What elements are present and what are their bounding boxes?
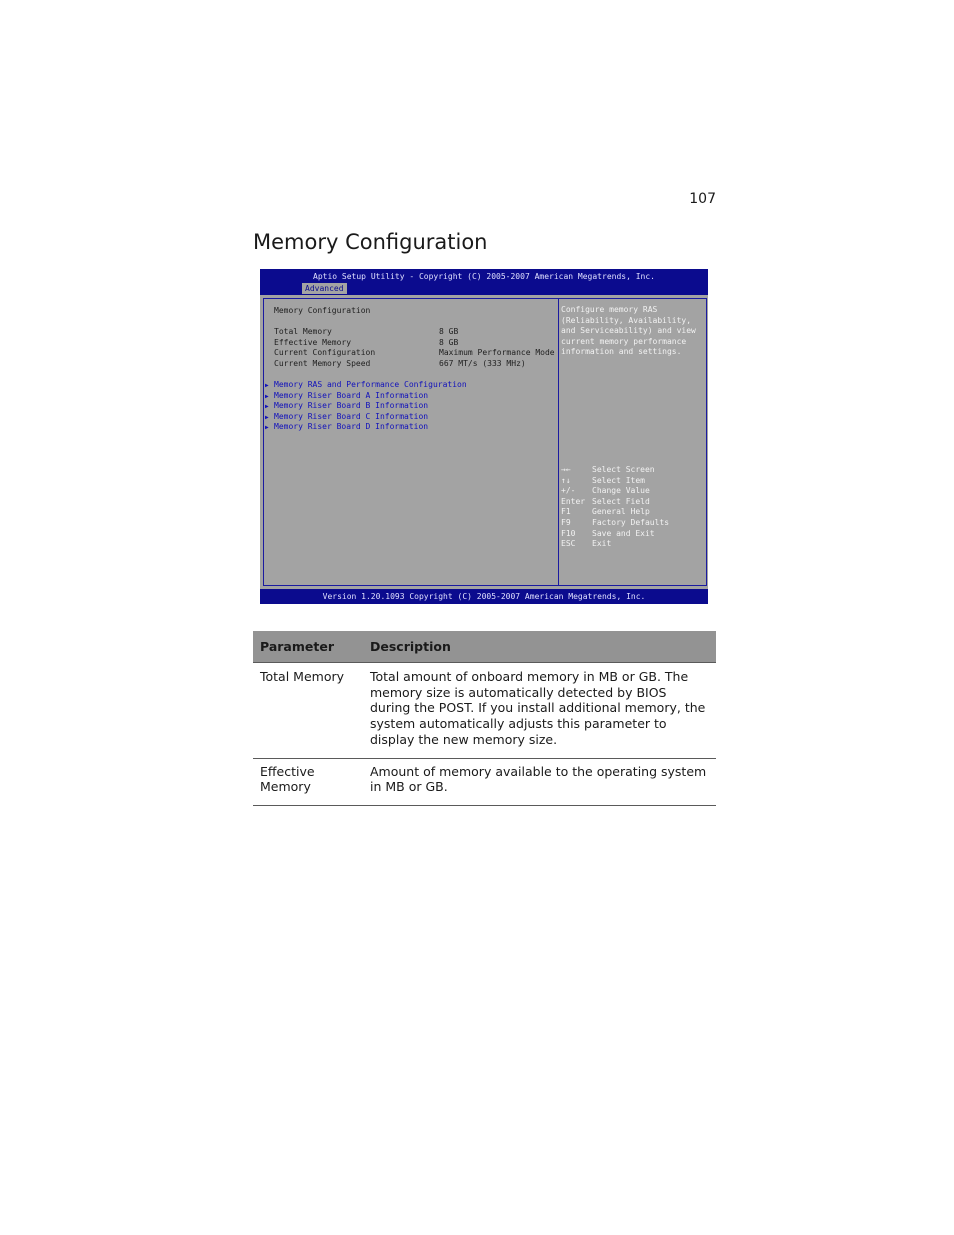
submenu-riser-board-a[interactable]: [265, 391, 428, 400]
key-name: ↑↓: [561, 475, 571, 485]
submenu-arrow-icon: ▶: [265, 392, 269, 400]
info-label: Total Memory: [274, 327, 332, 336]
submenu-riser-board-b[interactable]: [265, 401, 428, 410]
bios-main-panel: [263, 298, 559, 586]
header-description: Description: [363, 631, 716, 663]
bios-header-title: Aptio Setup Utility - Copyright (C) 2005-2007 American Megatrends, Inc.: [313, 272, 655, 281]
info-row-current-configuration: [274, 348, 554, 358]
page-number: 107: [689, 191, 716, 207]
key-row: [561, 476, 705, 486]
bios-section-title: Memory Configuration: [274, 306, 371, 315]
submenu-arrow-icon: ▶: [265, 403, 269, 411]
submenu-label: Memory RAS and Performance Configuration: [274, 380, 467, 389]
key-description: General Help: [592, 507, 650, 517]
parameter-table: [253, 631, 716, 806]
key-description: Change Value: [592, 486, 650, 496]
table-row: [253, 663, 716, 759]
submenu-riser-board-c[interactable]: [265, 412, 428, 421]
bios-footer-text: Version 1.20.1093 Copyright (C) 2005-2007 American Megatrends, Inc.: [322, 592, 646, 601]
cell-parameter: Effective Memory: [253, 758, 363, 805]
key-description: Exit: [592, 539, 612, 549]
info-value: 8 GB: [439, 337, 459, 347]
key-row: [561, 507, 705, 517]
table-header-row: [253, 631, 716, 663]
key-description: Select Screen: [592, 465, 655, 474]
table-row: [253, 758, 716, 805]
info-label: Current Memory Speed: [274, 358, 371, 368]
info-value: 8 GB: [439, 327, 459, 336]
key-name: F1: [561, 507, 571, 517]
submenu-arrow-icon: ▶: [265, 413, 269, 421]
key-description: Select Item: [592, 475, 645, 485]
bios-footer: [260, 589, 708, 604]
key-name: +/-: [561, 486, 576, 496]
key-row: [561, 529, 705, 539]
key-name: ESC: [561, 539, 576, 549]
key-name: Enter: [561, 496, 586, 506]
submenu-arrow-icon: ▶: [265, 424, 269, 432]
key-row: [561, 539, 705, 549]
bios-help-panel: [558, 298, 707, 586]
info-label: Effective Memory: [274, 337, 352, 347]
key-row: [561, 497, 705, 507]
key-name: F9: [561, 518, 571, 527]
info-row-total-memory: [274, 327, 554, 337]
info-value: 667 MT/s (333 MHz): [439, 358, 526, 368]
key-name: F10: [561, 528, 576, 538]
page-title: Memory Configuration: [253, 230, 488, 254]
info-label: Current Configuration: [274, 348, 376, 358]
key-description: Save and Exit: [592, 528, 655, 538]
submenu-label: Memory Riser Board B Information: [274, 401, 429, 411]
submenu-arrow-icon: ▶: [265, 382, 269, 389]
cell-description: Total amount of onboard memory in MB or GB. The memory size is automatically detected by BIOS during the POST. If you install additional memory, the system automatically adjusts this parameter to display the new memory size.: [363, 663, 716, 759]
submenu-memory-ras[interactable]: [265, 380, 467, 389]
help-text: Configure memory RAS (Reliability, Availability, and Serviceability) and view current memory performance information and settings.: [561, 305, 696, 357]
key-description: Select Field: [592, 496, 650, 506]
tab-advanced[interactable]: Advanced: [302, 283, 347, 294]
cell-description: Amount of memory available to the operating system in MB or GB.: [363, 758, 716, 805]
cell-parameter: Total Memory: [253, 663, 363, 759]
submenu-label: Memory Riser Board A Information: [274, 390, 429, 400]
header-parameter: Parameter: [253, 631, 363, 663]
key-name: →←: [561, 465, 571, 474]
submenu-label: Memory Riser Board C Information: [274, 411, 429, 421]
info-row-current-memory-speed: [274, 359, 554, 369]
bios-header: [260, 269, 708, 295]
bios-screenshot: [260, 269, 708, 604]
key-row: [561, 518, 705, 528]
key-description: Factory Defaults: [592, 518, 670, 527]
key-row: [561, 486, 705, 496]
submenu-riser-board-d[interactable]: [265, 422, 428, 431]
info-value: Maximum Performance Mode: [439, 348, 555, 358]
submenu-label: Memory Riser Board D Information: [274, 422, 429, 432]
info-row-effective-memory: [274, 338, 554, 348]
key-row: [561, 465, 705, 475]
